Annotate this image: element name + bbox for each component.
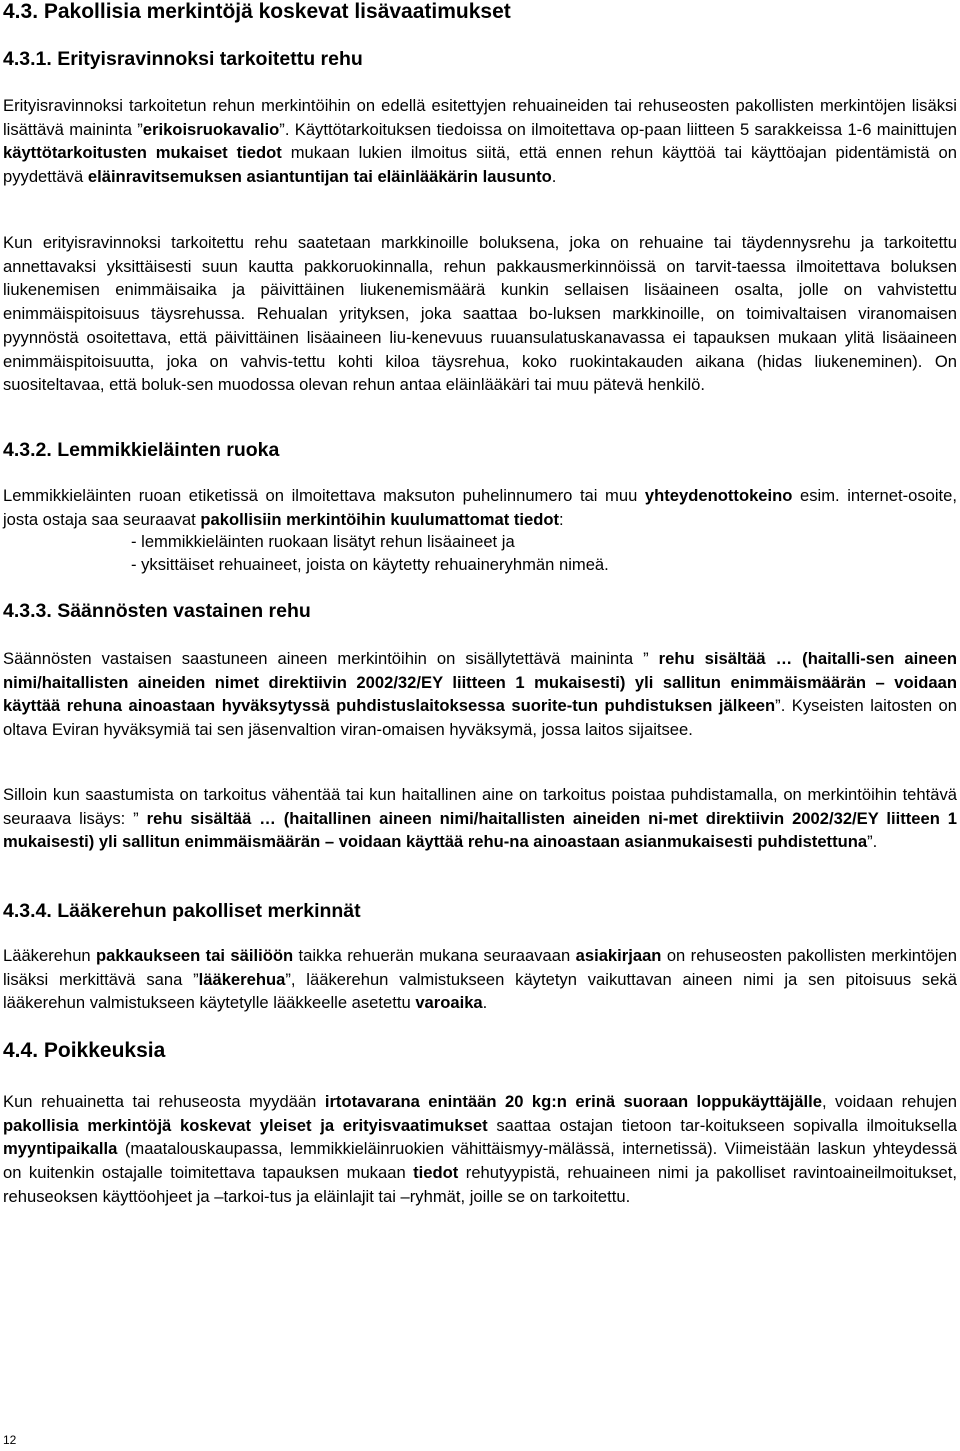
- text-run: taikka rehuerän mukana seuraavaan: [293, 946, 576, 965]
- bold-text-run: pakollisiin merkintöihin kuulumattomat tiedot: [200, 509, 560, 529]
- paragraph-medicated-feed: [3, 944, 957, 1015]
- bold-text-run: varoaika: [415, 993, 483, 1013]
- list-item: - yksittäiset rehuaineet, joista on käytetty rehuaineryhmän nimeä.: [131, 555, 609, 574]
- section-heading-4-3: 4.3. Pakollisia merkintöjä koskevat lisävaatimukset: [3, 0, 511, 23]
- text-run: ”.: [867, 832, 878, 852]
- bold-text-run: rehu sisältää … (haitalli-sen aineen nimi/haitallisten aineiden nimet direktiivin 2002/32/EY liitteen 1 mukaisesti) yli sallitun enimmäismäärän – voidaan käyttää rehuna ainoastaan hyväksytyssä puhdistuslaitoksessa suorite-tun puhdistuksen jälkeen: [3, 649, 957, 716]
- paragraph-special-diet-feed: [3, 94, 957, 189]
- section-heading-4-4: 4.4. Poikkeuksia: [3, 1039, 166, 1062]
- bold-text-run: myyntipaikalla: [3, 1139, 118, 1159]
- text-run: Silloin kun saastumista on tarkoitus vähentää tai kun haitallinen aine on tarkoitus poistaa puhdistamalla, on merkintöihin tehtävä seuraava lisäys: ”: [3, 785, 957, 828]
- text-run: ”. Kyseisten laitosten on oltava Eviran hyväksymiä tai sen jäsenvaltion viran-omaisen hyväksymä, jossa laitos sijaitsee.: [3, 696, 957, 740]
- list-item: - lemmikkieläinten ruokaan lisätyt rehun lisäaineet ja: [131, 532, 515, 551]
- text-run: , voidaan rehujen: [821, 1092, 957, 1111]
- text-run: Lääkerehun: [3, 946, 97, 965]
- text-run: saattaa ostajan tietoon tar-koitukseen sopivalla ilmoituksella: [487, 1115, 957, 1135]
- paragraph-contaminated-feed: [3, 647, 957, 742]
- text-run: ”, lääkerehun valmistukseen käytetyn vaikuttavan aineen nimi ja sen pitoisuus sekä lääkerehun valmistukseen käytetylle lääkkeelle asetettu: [3, 969, 957, 1013]
- text-run: on rehuseosten pakollisten merkintöjen lisäksi merkittävä sana ”: [3, 946, 957, 989]
- subsection-heading-4-3-4: 4.3.4. Lääkerehun pakolliset merkinnät: [3, 900, 361, 922]
- text-run: :: [559, 509, 564, 529]
- paragraph-decontamination: [3, 783, 957, 854]
- text-run: mukaan lukien ilmoitus siitä, että ennen rehun käyttöä tai käyttöajan pidentämistä on pyydettävä: [3, 143, 957, 187]
- text-run: esim. internet-osoite, josta ostaja saa seuraavat: [3, 486, 957, 529]
- bold-text-run: pakkaukseen tai säiliöön: [96, 946, 294, 965]
- text-run: Erityisravinnoksi tarkoitetun rehun merkintöihin on edellä esitettyjen rehuaineiden tai rehuseosten pakollisten merkintöjen lisäksi lisättävä maininta ”: [3, 96, 957, 139]
- text-run: Kun erityisravinnoksi tarkoitettu rehu saatetaan markkinoille boluksena, joka on rehuaine tai täydennysrehu ja tarkoitettu annettavaksi yksittäisesti suun kautta pakkoruokinnalla, rehun pakkausmerkinnöissä on tarvit-taessa ilmoitettava boluksen liukenemisen enimmäisaika ja päivittäinen liukenemismäärä kunkin sellaisen lisäaineen osalta, jolle on vahvistettu enimmäispitoisuus täysrehussa. Rehualan yrityksen, joka saattaa bo-luksen markkinoille, on toimivaltaisen viranomaisen pyynnöstä osoitettava, että päivittäinen lisäaineen liu-kenevuus ruuansulatuskanavassa ei tapauksen mukaan ylitä lisäaineen enimmäispitoisuutta, joka on vahvis-tettu kohti kiloa täysrehua, koko ruokintakauden aikana (hidas liukeneminen). On suositeltavaa, että boluk-sen muodossa olevan rehun antaa eläinlääkäri tai muu pätevä henkilö.: [3, 233, 957, 395]
- page-number: 12: [3, 1433, 17, 1447]
- text-run: Lemmikkieläinten ruoan etiketissä on ilmoitettava maksuton puhelinnumero tai muu: [3, 486, 645, 505]
- paragraph-pet-food: [3, 484, 957, 531]
- bold-text-run: irtotavarana enintään 20 kg:n erinä suoraan loppukäyttäjälle: [324, 1092, 822, 1111]
- subsection-heading-4-3-2: 4.3.2. Lemmikkieläinten ruoka: [3, 439, 280, 461]
- bold-text-run: asiakirjaan: [575, 946, 662, 965]
- bold-text-run: käyttötarkoitusten mukaiset tiedot: [3, 143, 282, 163]
- bold-text-run: pakollisia merkintöjä koskevat yleiset ja erityisvaatimukset: [3, 1115, 488, 1135]
- bold-text-run: eläinravitsemuksen asiantuntijan tai eläinlääkärin lausunto: [87, 167, 552, 187]
- paragraph-bolus-feed: [3, 231, 957, 397]
- text-run: (maatalouskaupassa, lemmikkieläinruokien vähittäismyy-mälässä, internetissä). Viimeistään laskun yhteydessä on kuitenkin ostajalle toimitettava tapauksen mukaan: [3, 1139, 957, 1183]
- text-run: Kun rehuainetta tai rehuseosta myydään: [3, 1092, 325, 1111]
- text-run: .: [482, 993, 488, 1013]
- bold-text-run: erikoisruokavalio: [142, 119, 280, 139]
- text-run: .: [551, 167, 557, 187]
- bold-text-run: lääkerehua: [198, 969, 286, 989]
- subsection-heading-4-3-1: 4.3.1. Erityisravinnoksi tarkoitettu rehu: [3, 48, 363, 70]
- subsection-heading-4-3-3: 4.3.3. Säännösten vastainen rehu: [3, 600, 311, 622]
- text-run: rehutyypistä, rehuaineen nimi ja pakolliset ravintoaineilmoitukset, rehuseoksen käyttöohjeet ja –tarkoi-tus ja eläinlajit tai –ryhmät, joille se on tarkoitettu.: [3, 1163, 957, 1206]
- bold-text-run: yhteydenottokeino: [644, 486, 793, 505]
- bold-text-run: tiedot: [413, 1163, 459, 1183]
- text-run: ”. Käyttötarkoituksen tiedoissa on ilmoitettava op-paan liitteen 5 sarakkeissa 1-6 mainittujen: [279, 119, 958, 139]
- bold-text-run: rehu sisältää … (haitallinen aineen nimi/haitallisten aineiden ni-met direktiivin 2002/32/EY liitteen 1 mukaisesti) yli sallitun enimmäismäärän – voidaan käyttää rehu-na ainoastaan asianmukaisesti puhdistettuna: [3, 808, 957, 852]
- paragraph-exceptions: [3, 1090, 957, 1209]
- text-run: Säännösten vastaisen saastuneen aineen merkintöihin on sisällytettävä maininta ”: [3, 649, 659, 668]
